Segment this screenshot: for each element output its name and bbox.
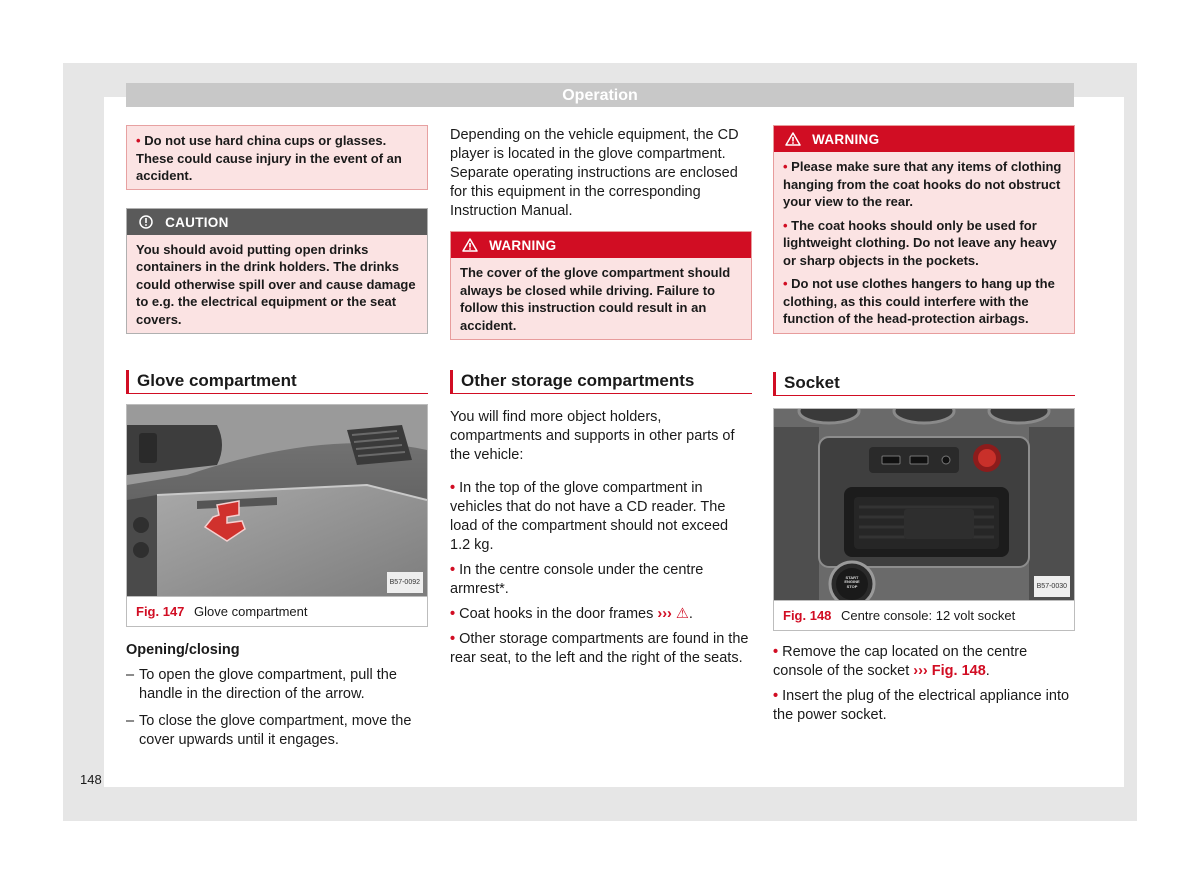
figure-centre-console (773, 408, 1075, 631)
column-3 (773, 125, 1075, 731)
caution-box (126, 208, 428, 335)
figure-caption-text: Centre console: 12 volt socket (841, 607, 1016, 623)
storage-item: • In the top of the glove compartment in vehicles that do not have a CD reader. The load of the compartment should not exceed 1.2 kg. (450, 480, 729, 553)
bullet-icon: • (783, 159, 792, 174)
section-title-storage: Other storage compartments (450, 370, 752, 394)
step-item (126, 712, 428, 750)
warning-item: • Please make sure that any items of clothing hanging from the coat hooks do not obstruct your view to the rear. (783, 159, 1062, 209)
storage-item: • Other storage compartments are found in the rear seat, to the left and the right of the seats. (450, 631, 749, 666)
warning-item: • Do not use clothes hangers to hang up the clothing, as this could interfere with the function of the head-protection airbags. (783, 276, 1055, 326)
subheading-opening-closing: Opening/closing (126, 642, 240, 658)
caution-icon (137, 209, 155, 236)
page-number: 148 (80, 772, 102, 787)
warning-triangle-icon[interactable]: ⚠ (675, 606, 689, 622)
figure-caption-text: Glove compartment (194, 604, 308, 619)
caution-label: CAUTION (165, 214, 229, 230)
figure-glove-compartment (126, 404, 428, 627)
caution-header (127, 209, 427, 235)
bullet-icon: • (136, 133, 141, 148)
socket-item: • Remove the cap located on the centre console of the socket ››› Fig. 148. (773, 643, 1028, 679)
figure-number: Fig. 148 (783, 607, 832, 623)
bullet-icon: • (783, 276, 792, 291)
top-note-text: Do not use hard china cups or glasses. These could cause injury in the event of an accident. (136, 133, 402, 183)
warning-label: WARNING (812, 132, 880, 147)
centre-console-image (774, 409, 1074, 600)
figure-reference-link[interactable]: Fig. 148 (931, 662, 986, 679)
bullet-icon: • (773, 687, 783, 704)
figure-number: Fig. 147 (136, 604, 185, 619)
warning-icon (784, 126, 802, 153)
warning-box-glove (450, 231, 752, 340)
warning-header (451, 232, 751, 258)
bullet-icon: • (783, 217, 792, 233)
figure-code: B57-0092 (387, 572, 423, 593)
section-title-glove: Glove compartment (126, 370, 428, 394)
warning-box-hooks (773, 125, 1075, 334)
figure-caption (774, 600, 1074, 630)
dash-icon: – (126, 667, 135, 683)
socket-item: • Insert the plug of the electrical appliance into the power socket. (773, 687, 1070, 723)
warning-header (774, 126, 1074, 152)
step-text: To open the glove compartment, pull the handle in the direction of the arrow. (139, 667, 397, 702)
warning-item: • The coat hooks should only be used for lightweight clothing. Do not leave any heavy or sharp objects in the pockets. (783, 217, 1057, 268)
bullet-icon: • (450, 562, 460, 578)
bullet-icon: • (450, 480, 460, 496)
bullet-icon: • (450, 606, 460, 622)
warning-label: WARNING (489, 238, 557, 253)
page-header: Operation (126, 83, 1074, 107)
bullet-icon: • (450, 631, 460, 647)
caution-body: You should avoid putting open drinks containers in the drink holders. The drinks could otherwise spill over and cause damage to e.g. the electrical equipment or the seat covers. (127, 235, 427, 334)
reference-arrow[interactable]: ››› (913, 662, 928, 679)
figure-code: B57-0030 (1034, 576, 1070, 597)
warning-body (774, 152, 1074, 333)
step-text: To close the glove compartment, move the cover upwards until it engages. (139, 713, 412, 748)
storage-item: • Coat hooks in the door frames ››› ⚠. (450, 606, 693, 622)
step-item (126, 666, 428, 704)
bullet-icon: • (773, 643, 783, 660)
start-stop-button-label: START ENGINE STOP (844, 574, 860, 589)
cd-player-intro: Depending on the vehicle equipment, the CD player is located in the glove compartment. Separate operating instructions are enclosed for this equipment in the corresponding Instruction Manual. (450, 127, 739, 219)
section-title-socket: Socket (773, 372, 1075, 396)
figure-caption (127, 596, 427, 626)
dash-icon: – (126, 713, 135, 729)
top-note (126, 125, 428, 190)
column-1 (126, 125, 428, 758)
storage-item: • In the centre console under the centre armrest*. (450, 562, 704, 597)
reference-arrow[interactable]: ››› (657, 606, 672, 622)
storage-lead: You will find more object holders, compartments and supports in other parts of the vehicle: (450, 409, 735, 463)
column-2 (450, 126, 752, 674)
warning-icon (461, 232, 479, 259)
glove-compartment-image (127, 405, 427, 596)
warning-body: The cover of the glove compartment should always be closed while driving. Failure to follow this instruction could result in an accident. (451, 258, 751, 339)
